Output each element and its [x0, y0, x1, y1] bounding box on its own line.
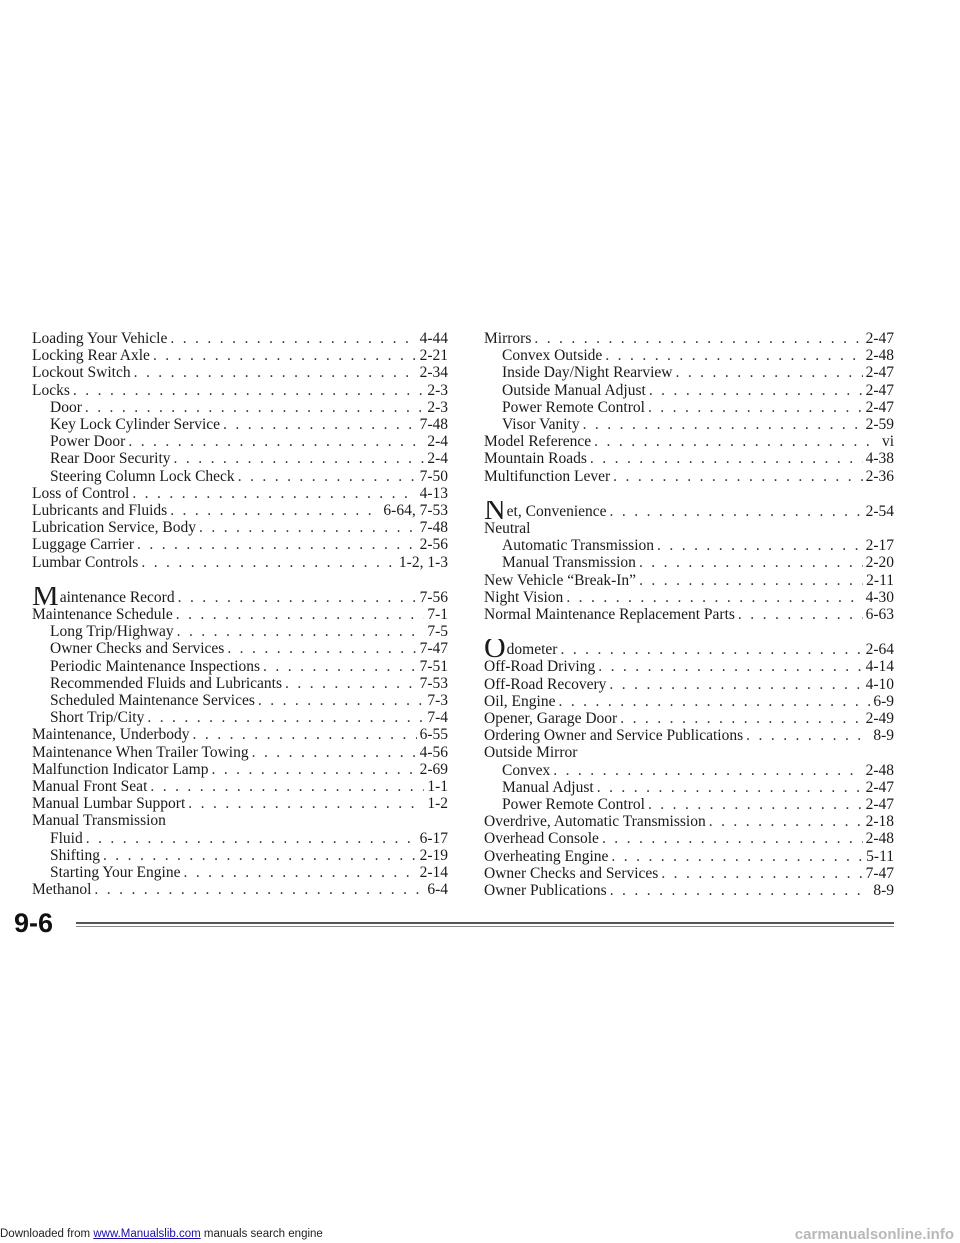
index-subentry — [32, 416, 448, 433]
index-page-ref: 7-3 — [427, 692, 448, 710]
letter-gap — [484, 623, 894, 635]
watermark: carmanualsonline.info — [794, 1226, 954, 1243]
index-term: Locking Rear Axle — [32, 347, 150, 365]
index-term: Fluid — [50, 829, 83, 847]
index-entry — [32, 726, 448, 743]
index-subentry — [484, 416, 894, 433]
index-entry — [484, 658, 894, 675]
index-term: Mountain Roads — [484, 450, 587, 468]
index-page-ref: 2-4 — [427, 450, 448, 468]
index-term: Locks — [32, 381, 70, 399]
index-term: Recommended Fluids and Lubricants — [50, 674, 283, 692]
index-term — [32, 587, 175, 606]
index-page-ref: 7-4 — [427, 709, 448, 727]
dot-leader — [609, 676, 862, 693]
dot-leader — [560, 641, 862, 658]
index-term: Loss of Control — [32, 484, 130, 502]
index-entry — [32, 881, 448, 898]
index-term: Lumbar Controls — [32, 553, 139, 571]
index-page-ref: 2-59 — [865, 416, 894, 434]
index-entry — [484, 676, 894, 693]
index-term: Malfunction Indicator Lamp — [32, 760, 209, 778]
index-entry — [32, 778, 448, 795]
dot-leader — [85, 399, 424, 416]
index-page-ref: 2-20 — [865, 554, 894, 572]
index-page-ref: 4-44 — [419, 330, 448, 347]
index-page-ref: 4-13 — [419, 484, 448, 502]
dot-leader — [639, 554, 863, 571]
index-term: Lockout Switch — [32, 364, 131, 382]
dot-leader — [103, 847, 417, 864]
dot-leader — [648, 796, 863, 813]
index-page-ref: 2-47 — [865, 796, 894, 814]
index-term: Rear Door Security — [50, 450, 171, 468]
dot-leader — [252, 744, 417, 761]
index-page-ref: 4-38 — [865, 450, 894, 468]
index-entry — [32, 606, 448, 623]
dot-leader — [178, 589, 417, 606]
index-page-ref: 6-63 — [865, 606, 894, 624]
dot-leader — [227, 640, 416, 657]
index-term: Luggage Carrier — [32, 536, 134, 554]
index-term: Outside Manual Adjust — [502, 381, 646, 399]
index-page-ref: 2-48 — [865, 830, 894, 848]
index-term: Oil, Engine — [484, 692, 556, 710]
dot-leader — [602, 830, 863, 847]
manualslib-link[interactable]: www.Manualslib.com — [93, 1228, 201, 1240]
index-entry — [484, 830, 894, 847]
dot-leader — [147, 709, 424, 726]
index-entry — [484, 572, 894, 589]
dot-leader — [153, 347, 417, 364]
index-term: Maintenance Schedule — [32, 606, 173, 624]
index-term: Multifunction Lever — [484, 467, 611, 485]
dot-leader — [223, 416, 417, 433]
index-term: Inside Day/Night Rearview — [502, 364, 673, 382]
index-subentry — [32, 847, 448, 864]
dot-leader — [746, 727, 870, 744]
dot-leader — [177, 623, 425, 640]
dot-leader — [141, 554, 396, 571]
dot-leader — [170, 330, 416, 347]
index-term: Periodic Maintenance Inspections — [50, 657, 261, 675]
index-term: Convex Outside — [502, 347, 603, 365]
index-term: Mirrors — [484, 330, 532, 347]
index-page-ref: 2-47 — [865, 381, 894, 399]
index-page-ref: 4-56 — [419, 743, 448, 761]
dot-leader — [610, 882, 871, 899]
index-entry — [32, 382, 448, 399]
dot-leader — [675, 364, 862, 381]
index-page-ref: 2-34 — [419, 364, 448, 382]
index-term: Off-Road Driving — [484, 658, 596, 676]
page-footer — [14, 908, 894, 942]
footer-rule-thin — [76, 926, 894, 927]
index-subentry — [32, 450, 448, 467]
index-subentry — [32, 658, 448, 675]
index-entry — [484, 693, 894, 710]
index-subentry — [484, 554, 894, 571]
dot-leader — [193, 726, 417, 743]
index-page-ref: 2-47 — [865, 398, 894, 416]
index-page-ref: 6-55 — [419, 726, 448, 744]
index-page-ref: 8-9 — [873, 727, 894, 745]
dot-leader — [150, 778, 424, 795]
dot-leader — [170, 502, 380, 519]
index-subentry — [484, 537, 894, 554]
dot-leader — [738, 606, 863, 623]
index-page-ref: 6-4 — [427, 881, 448, 899]
index-page-ref: 4-10 — [865, 675, 894, 693]
index-term-rest: aintenance Record — [59, 588, 175, 606]
index-entry — [32, 519, 448, 536]
footer-rule — [76, 922, 894, 924]
index-subentry — [484, 382, 894, 399]
index-entry — [32, 587, 448, 606]
index-entry — [484, 813, 894, 830]
index-column-left — [32, 330, 448, 899]
index-subentry — [32, 399, 448, 416]
index-entry — [484, 744, 894, 761]
index-term-rest: dometer — [506, 641, 558, 659]
index-entry — [32, 536, 448, 553]
index-term: Power Door — [50, 433, 126, 451]
index-page-ref: 7-5 — [427, 623, 448, 641]
dot-leader — [553, 762, 862, 779]
index-page-ref: 6-9 — [873, 692, 894, 710]
index-entry — [484, 589, 894, 606]
index-subentry — [32, 692, 448, 709]
dot-leader — [613, 468, 862, 485]
index-page-ref: 7-47 — [419, 640, 448, 658]
index-entry — [484, 450, 894, 467]
index-subentry — [484, 762, 894, 779]
dot-leader — [285, 675, 417, 692]
drop-cap-letter: O — [484, 639, 506, 659]
index-subentry — [32, 675, 448, 692]
dot-leader — [199, 519, 417, 536]
index-entry — [484, 710, 894, 727]
index-term: Methanol — [32, 881, 92, 899]
index-column-right — [484, 330, 894, 899]
index-term: Shifting — [50, 846, 100, 864]
index-term: New Vehicle “Break-In” — [484, 571, 637, 589]
index-entry — [484, 433, 894, 450]
index-subentry — [32, 623, 448, 640]
index-page-ref: 5-11 — [866, 847, 894, 865]
dot-leader — [657, 537, 863, 554]
index-page-ref: 2-18 — [865, 813, 894, 831]
index-term: Manual Transmission — [32, 812, 166, 830]
dot-leader — [174, 450, 425, 467]
index-term: Outside Mirror — [484, 744, 578, 762]
dot-leader — [238, 468, 417, 485]
banner-prefix: Downloaded from — [0, 1228, 94, 1240]
index-term: Overhead Console — [484, 830, 599, 848]
index-term: Maintenance When Trailer Towing — [32, 743, 249, 761]
dot-leader — [594, 433, 879, 450]
index-subentry — [484, 399, 894, 416]
dot-leader — [605, 347, 862, 364]
index-entry — [32, 364, 448, 381]
banner-suffix: manuals search engine — [200, 1228, 323, 1240]
index-term: Manual Lumbar Support — [32, 795, 186, 813]
page-number: 9-6 — [14, 908, 54, 938]
index-entry — [32, 502, 448, 519]
index-term: Owner Checks and Services — [50, 640, 225, 658]
index-page-ref: 7-50 — [419, 467, 448, 485]
drop-cap-letter: N — [484, 500, 506, 521]
index-term — [484, 501, 607, 520]
index-entry — [484, 520, 894, 537]
index-page-ref: 6-17 — [419, 829, 448, 847]
index-subentry — [32, 640, 448, 657]
index-term: Lubrication Service, Body — [32, 519, 196, 537]
index-term: Night Vision — [484, 588, 564, 606]
index-page-ref: 7-1 — [427, 606, 448, 624]
index-term: Power Remote Control — [502, 796, 645, 814]
index-entry — [32, 795, 448, 812]
dot-leader — [258, 692, 424, 709]
index-term: Opener, Garage Door — [484, 710, 618, 728]
index-term: Scheduled Maintenance Services — [50, 692, 255, 710]
dot-leader — [534, 330, 862, 347]
index-term: Manual Adjust — [502, 778, 594, 796]
index-page-ref: 8-9 — [873, 882, 894, 900]
index-page-ref: 2-47 — [865, 364, 894, 382]
index-entry — [484, 606, 894, 623]
dot-leader — [598, 658, 862, 675]
index-page-ref: vi — [881, 433, 894, 451]
index-page-ref: 2-11 — [866, 571, 894, 589]
dot-leader — [188, 795, 424, 812]
dot-leader — [661, 865, 862, 882]
dot-leader — [263, 658, 417, 675]
dot-leader — [620, 710, 862, 727]
index-term: Steering Column Lock Check — [50, 467, 235, 485]
index-page-ref: 2-4 — [427, 433, 448, 451]
index-term: Convex — [502, 761, 551, 779]
index-page-ref: 4-30 — [865, 588, 894, 606]
index-subentry — [32, 468, 448, 485]
dot-leader — [132, 485, 416, 502]
index-entry — [484, 501, 894, 520]
index-entry — [32, 761, 448, 778]
index-term: Overdrive, Automatic Transmission — [484, 813, 706, 831]
index-entry — [484, 468, 894, 485]
index-page-ref: 2-47 — [865, 778, 894, 796]
index-entry — [32, 347, 448, 364]
index-term: Key Lock Cylinder Service — [50, 416, 221, 434]
index-page-ref: 2-49 — [865, 710, 894, 728]
index-term: Short Trip/City — [50, 709, 145, 727]
index-term: Long Trip/Highway — [50, 623, 174, 641]
index-term: Owner Checks and Services — [484, 864, 659, 882]
index-page-ref: 7-48 — [419, 416, 448, 434]
dot-leader — [94, 881, 424, 898]
dot-leader — [86, 830, 417, 847]
dot-leader — [583, 416, 863, 433]
index-page-ref: 2-69 — [419, 760, 448, 778]
index-page-ref: 2-21 — [419, 347, 448, 365]
index-term: Ordering Owner and Service Publications — [484, 727, 744, 745]
index-entry — [484, 865, 894, 882]
index-entry — [484, 330, 894, 347]
dot-leader — [597, 779, 863, 796]
index-page-ref: 2-54 — [865, 502, 894, 520]
index-entry — [484, 882, 894, 899]
dot-leader — [649, 382, 863, 399]
index-entry — [32, 812, 448, 829]
index-page-ref: 2-36 — [865, 467, 894, 485]
index-page-ref: 7-48 — [419, 519, 448, 537]
index-term: Normal Maintenance Replacement Parts — [484, 606, 735, 624]
index-page-ref: 2-3 — [427, 381, 448, 399]
dot-leader — [183, 864, 416, 881]
index-subentry — [484, 347, 894, 364]
index-term: Overheating Engine — [484, 847, 609, 865]
index-entry — [484, 639, 894, 658]
dot-leader — [128, 433, 424, 450]
dot-leader — [610, 503, 863, 520]
index-entry — [32, 744, 448, 761]
dot-leader — [137, 536, 417, 553]
index-term: Off-Road Recovery — [484, 675, 607, 693]
index-term: Power Remote Control — [502, 398, 645, 416]
index-subentry — [484, 364, 894, 381]
index-term: Loading Your Vehicle — [32, 330, 168, 347]
index-entry — [32, 330, 448, 347]
index-page-ref: 2-3 — [427, 398, 448, 416]
index-subentry — [484, 779, 894, 796]
index-page-ref: 7-51 — [419, 657, 448, 675]
dot-leader — [134, 364, 417, 381]
index-page-ref: 1-2, 1-3 — [398, 553, 448, 571]
index-entry — [32, 554, 448, 571]
index-term: Owner Publications — [484, 882, 607, 900]
index-term: Manual Front Seat — [32, 778, 148, 796]
dot-leader — [211, 761, 416, 778]
index-term: Door — [50, 398, 82, 416]
index-term: Manual Transmission — [502, 554, 636, 572]
letter-gap — [484, 485, 894, 497]
index-page-ref: 2-47 — [865, 330, 894, 347]
index-page-ref: 1-2 — [427, 795, 448, 813]
dot-leader — [590, 450, 863, 467]
dot-leader — [176, 606, 425, 623]
dot-leader — [639, 572, 863, 589]
index-term: Visor Vanity — [502, 416, 580, 434]
index-page-ref: 2-64 — [865, 641, 894, 659]
index-page-ref: 7-47 — [865, 864, 894, 882]
index-page-ref: 2-19 — [419, 846, 448, 864]
index-page-ref: 1-1 — [427, 778, 448, 796]
index-page-ref: 2-14 — [419, 864, 448, 882]
index-term-rest: et, Convenience — [506, 502, 607, 520]
index-page-ref: 7-53 — [419, 674, 448, 692]
index-page-ref: 2-48 — [865, 347, 894, 365]
dot-leader — [558, 693, 870, 710]
dot-leader — [611, 848, 863, 865]
dot-leader — [566, 589, 862, 606]
drop-cap-letter: M — [32, 586, 59, 607]
dot-leader — [648, 399, 863, 416]
index-term — [484, 639, 557, 658]
index-entry — [484, 848, 894, 865]
index-subentry — [32, 433, 448, 450]
index-term: Maintenance, Underbody — [32, 726, 190, 744]
index-entry — [484, 727, 894, 744]
index-page-ref: 6-64, 7-53 — [383, 502, 448, 520]
download-banner — [0, 1228, 323, 1240]
index-entry — [32, 485, 448, 502]
index-subentry — [32, 830, 448, 847]
index-term: Neutral — [484, 520, 531, 538]
index-term: Automatic Transmission — [502, 537, 655, 555]
index-term: Starting Your Engine — [50, 864, 181, 882]
index-subentry — [32, 709, 448, 726]
index-page-ref: 7-56 — [419, 588, 448, 606]
index-page-ref: 4-14 — [865, 658, 894, 676]
index-page-ref: 2-56 — [419, 536, 448, 554]
index-page-ref: 2-48 — [865, 761, 894, 779]
letter-gap — [32, 571, 448, 583]
index-page-ref: 2-17 — [865, 537, 894, 555]
index-subentry — [32, 864, 448, 881]
dot-leader — [73, 382, 424, 399]
index-term: Model Reference — [484, 433, 592, 451]
dot-leader — [709, 813, 863, 830]
index-subentry — [484, 796, 894, 813]
index-term: Lubricants and Fluids — [32, 502, 168, 520]
